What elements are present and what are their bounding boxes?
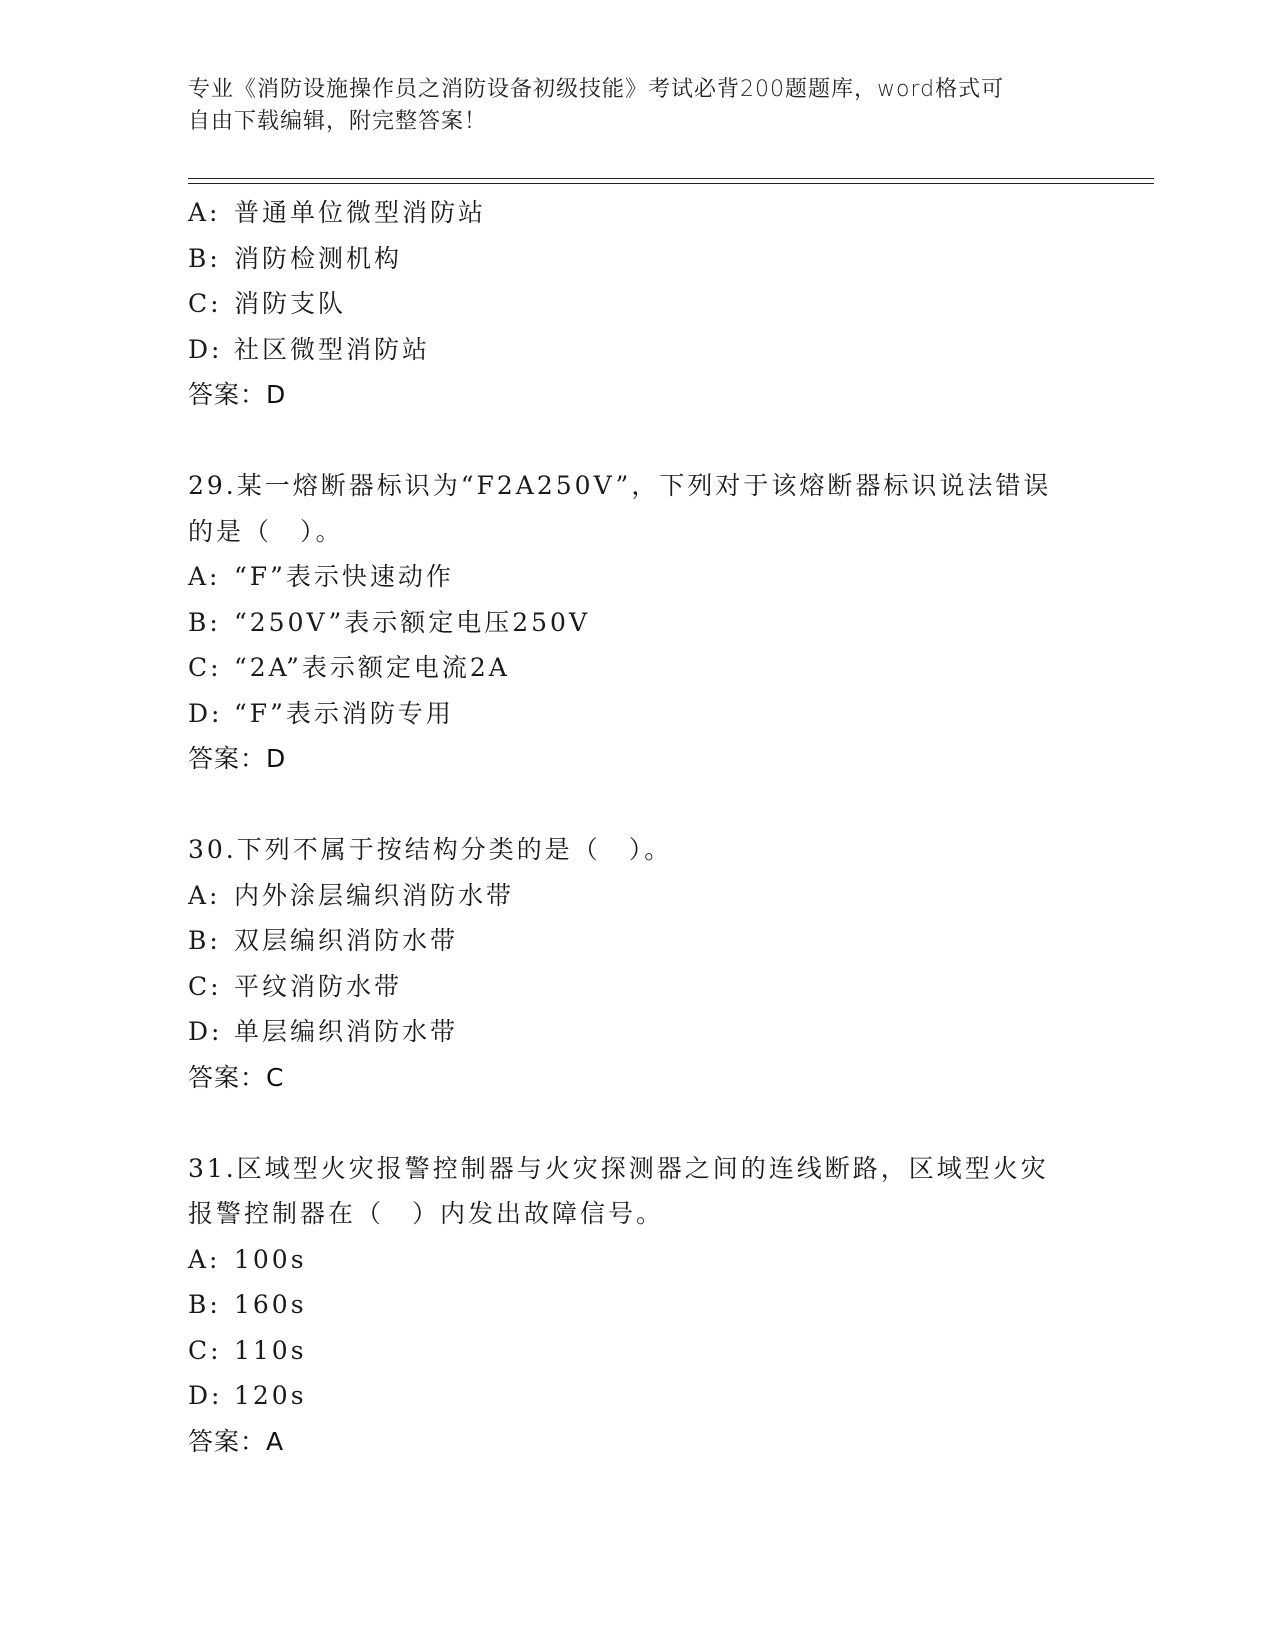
question-28 <box>188 190 1088 418</box>
option-text: 110s <box>234 1335 307 1365</box>
option-letter: A: <box>188 198 221 227</box>
option-b <box>188 236 1088 282</box>
option-a <box>188 1237 1088 1283</box>
option-text: “F”表示快速动作 <box>234 562 454 591</box>
question-text-line-1: 30.下列不属于按结构分类的是（ ）。 <box>188 835 673 864</box>
option-b <box>188 600 1088 646</box>
option-letter: C: <box>188 1335 222 1365</box>
option-letter: D: <box>188 1381 223 1410</box>
option-text: 消防支队 <box>234 289 347 318</box>
option-text: 内外涂层编织消防水带 <box>234 880 515 910</box>
option-letter: C: <box>188 653 222 682</box>
option-letter: A: <box>188 562 221 591</box>
option-letter: C: <box>188 971 222 1001</box>
answer-line: 答案：C <box>188 1062 285 1092</box>
option-text: “F”表示消防专用 <box>234 698 454 728</box>
option-text: 120s <box>234 1381 307 1410</box>
option-letter: D: <box>188 698 223 728</box>
option-text: 普通单位微型消防站 <box>234 198 487 227</box>
option-text: 100s <box>234 1244 307 1274</box>
option-d <box>188 1009 1088 1055</box>
option-text: 单层编织消防水带 <box>234 1017 459 1046</box>
answer-line: 答案：D <box>188 744 287 773</box>
question-text-line-1: 31.区域型火灾报警控制器与火灾探测器之间的连线断路，区域型火灾 <box>188 1153 1049 1183</box>
document-header <box>188 74 1088 138</box>
option-text: “250V”表示额定电压250V <box>234 607 591 637</box>
option-b <box>188 1282 1088 1328</box>
question-29 <box>188 463 1088 782</box>
header-line-1: 专业《消防设施操作员之消防设备初级技能》考试必背200题题库，word格式可 <box>188 77 1005 102</box>
option-a <box>188 554 1088 600</box>
option-letter: B: <box>188 1290 221 1319</box>
question-text-line-2: 的是（ ）。 <box>188 516 344 546</box>
option-a <box>188 190 1088 236</box>
question-text-line-1: 29.某一熔断器标识为“F2A250V”，下列对于该熔断器标识说法错误 <box>188 471 1052 500</box>
option-c <box>188 281 1088 327</box>
question-30 <box>188 827 1088 1100</box>
option-c <box>188 964 1088 1010</box>
option-text: 消防检测机构 <box>234 243 403 273</box>
option-text: 平纹消防水带 <box>234 971 403 1001</box>
option-text: 双层编织消防水带 <box>234 926 459 955</box>
answer-line: 答案：D <box>188 380 287 409</box>
option-b <box>188 918 1088 964</box>
option-letter: C: <box>188 289 222 318</box>
question-text-line-2: 报警控制器在（ ）内发出故障信号。 <box>188 1199 665 1228</box>
option-a <box>188 873 1088 919</box>
option-text: “2A”表示额定电流2A <box>234 653 510 682</box>
header-line-2: 自由下载编辑，附完整答案！ <box>188 109 488 134</box>
option-letter: A: <box>188 1244 221 1274</box>
option-letter: D: <box>188 334 223 364</box>
option-c <box>188 1328 1088 1374</box>
option-c <box>188 645 1088 691</box>
option-d <box>188 691 1088 737</box>
option-letter: B: <box>188 607 221 637</box>
option-letter: A: <box>188 880 221 910</box>
header-divider-top <box>188 178 1154 179</box>
answer-line: 答案：A <box>188 1426 285 1456</box>
question-31 <box>188 1146 1088 1465</box>
option-letter: B: <box>188 243 221 273</box>
header-divider-bottom <box>188 183 1154 184</box>
question-list <box>188 190 1088 1464</box>
option-d <box>188 327 1088 373</box>
option-letter: B: <box>188 926 221 955</box>
option-letter: D: <box>188 1017 223 1046</box>
option-text: 社区微型消防站 <box>234 334 431 364</box>
option-text: 160s <box>234 1290 307 1319</box>
option-d <box>188 1373 1088 1419</box>
